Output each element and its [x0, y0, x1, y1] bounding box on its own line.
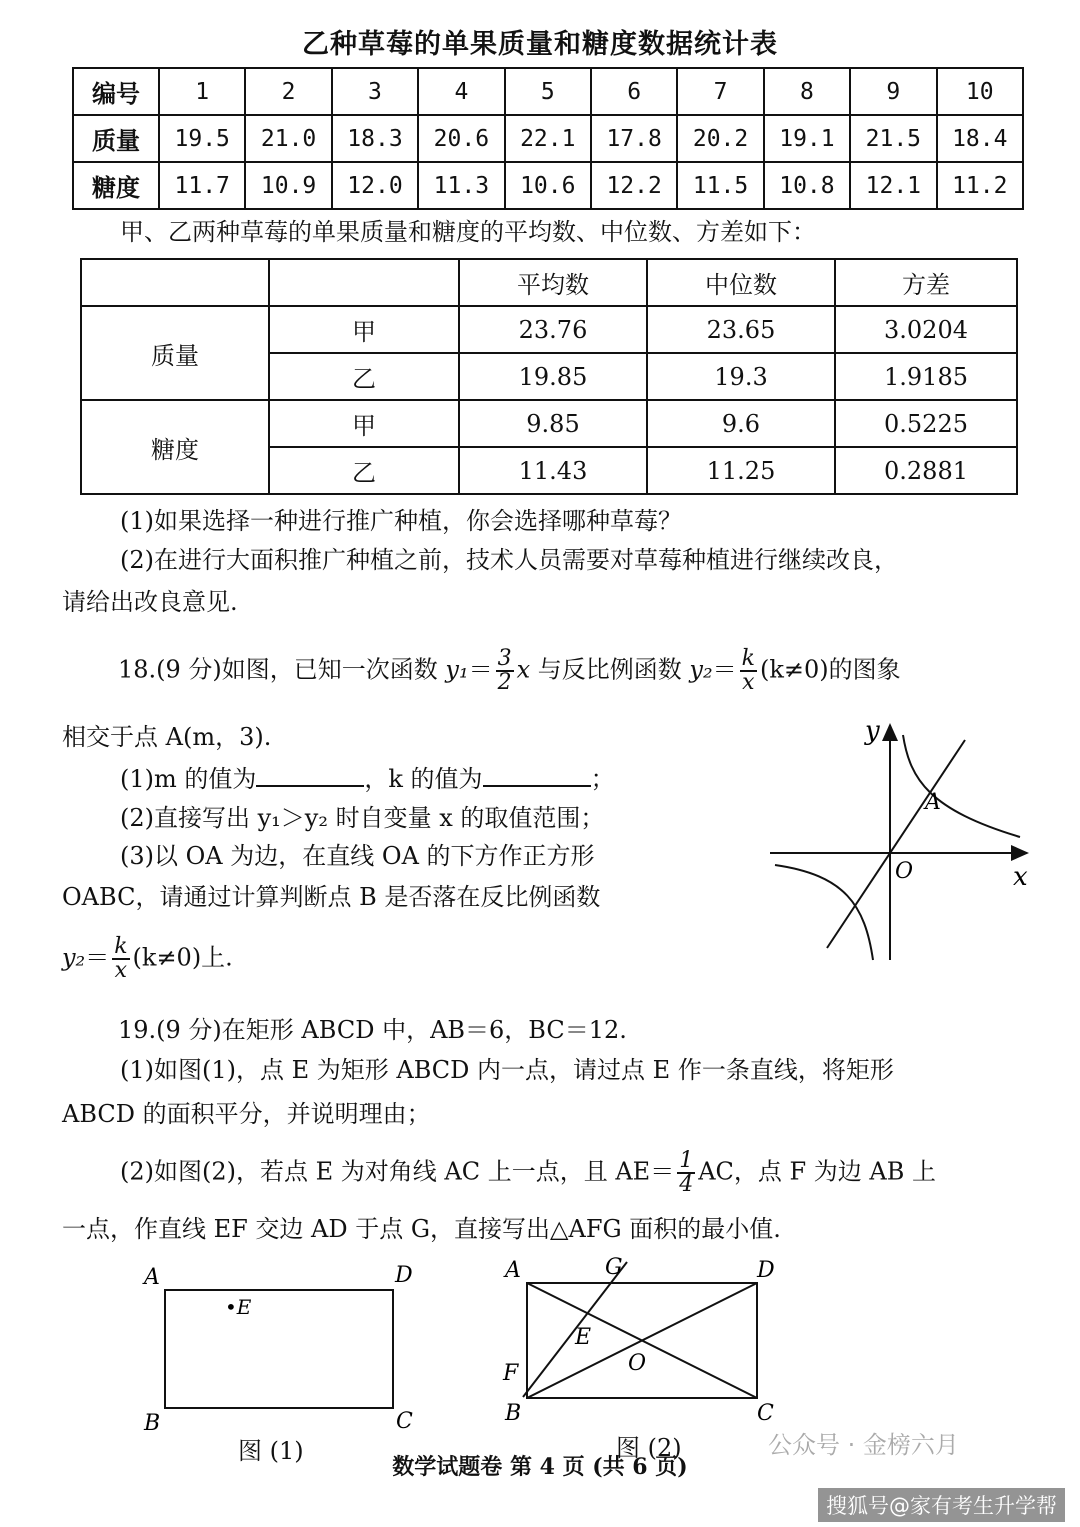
table-cell: 19.1 [764, 115, 850, 162]
table-cell: 21.0 [245, 115, 331, 162]
row-label-sugar: 糖度 [73, 162, 159, 209]
table-cell: 11.25 [647, 447, 835, 494]
table-cell: 3.0204 [835, 306, 1017, 353]
q18-part3-line2: OABC，请通过计算判断点 B 是否落在反比例函数 [62, 883, 601, 911]
q19-part2-line2: 一点，作直线 EF 交边 AD 于点 G，直接写出△AFG 面积的最小值. [62, 1215, 781, 1243]
table2-intro: 甲、乙两种草莓的单果质量和糖度的平均数、中位数、方差如下： [120, 218, 816, 246]
variety-yi: 乙 [269, 447, 459, 494]
table-cell: 20.2 [677, 115, 763, 162]
table-cell: 9.6 [647, 400, 835, 447]
table-cell: 12.1 [850, 162, 936, 209]
table-cell: 11.2 [937, 162, 1023, 209]
table1-title: 乙种草莓的单果质量和糖度数据统计表 [302, 29, 778, 60]
vertex-c-label: C [396, 1409, 413, 1434]
row-label-mass: 质量 [73, 115, 159, 162]
variety-jia: 甲 [269, 306, 459, 353]
table-row [81, 259, 1017, 306]
q19-part2-line1 [120, 1150, 936, 1196]
q19-figure1 [130, 1260, 430, 1435]
y1-symbol: y₁ [445, 655, 469, 684]
vertex-a-label: A [144, 1265, 160, 1290]
table-cell: 0.2881 [835, 447, 1017, 494]
q18-part3-post: (k≠0)上. [132, 943, 233, 972]
table-cell: 22.1 [505, 115, 591, 162]
q18-part1-b: ，k 的值为 [364, 765, 483, 793]
table-cell: 0.5225 [835, 400, 1017, 447]
point-g-label: G [605, 1255, 623, 1280]
fraction-numerator: k [741, 646, 755, 671]
table-cell: 18.3 [332, 115, 418, 162]
sohu-watermark: 搜狐号@家有考生升学帮 [818, 1488, 1065, 1522]
group-label-mass: 质量 [81, 306, 269, 400]
table-cell: 7 [677, 68, 763, 115]
q19-part2-pre: (2)如图(2)，若点 E 为对角线 AC 上一点，且 AE＝ [120, 1157, 675, 1186]
wechat-watermark: 公众号 · 金榜六月 [768, 1431, 959, 1459]
q18-stem-line1 [118, 648, 901, 694]
answer-blank-m [256, 763, 364, 787]
point-a-label: A [925, 790, 941, 815]
fraction-1-4 [677, 1150, 695, 1196]
table-cell: 10 [937, 68, 1023, 115]
stats-summary-table [80, 258, 1018, 495]
q18-function-graph [765, 715, 1040, 965]
q18-stem-post: (k≠0)的图象 [759, 655, 901, 684]
fraction-numerator: k [114, 934, 128, 959]
q19-part1-line2: ABCD 的面积平分，并说明理由； [62, 1100, 431, 1128]
q18-part3-line3 [62, 936, 233, 982]
table-row [73, 115, 1023, 162]
q19-part2-post: AC，点 F 为边 AB 上 [698, 1157, 937, 1186]
vertex-d-label: D [757, 1258, 775, 1283]
table-cell: 18.4 [937, 115, 1023, 162]
linear-function-line [827, 740, 965, 948]
origin-label: O [895, 859, 914, 884]
fraction-k-x [112, 936, 129, 982]
x-symbol: x [516, 655, 531, 684]
fraction-k-x [740, 648, 757, 694]
table-cell: 6 [591, 68, 677, 115]
table-cell: 1.9185 [835, 353, 1017, 400]
table-row [81, 306, 1017, 353]
table-cell: 3 [332, 68, 418, 115]
point-f-label: F [503, 1361, 519, 1386]
table-cell: 8 [764, 68, 850, 115]
q18-part1-a: (1)m 的值为 [120, 765, 257, 793]
group-label-sugar: 糖度 [81, 400, 269, 494]
point-e-label: E [575, 1325, 592, 1350]
table-cell [269, 259, 459, 306]
table-cell: 11.3 [418, 162, 504, 209]
table-cell: 10.6 [505, 162, 591, 209]
table-cell: 1 [159, 68, 245, 115]
table-row [73, 162, 1023, 209]
equals: ＝ [85, 943, 110, 972]
hyperbola-branch-lower [775, 865, 873, 960]
q18-stem-mid: 与反比例函数 [530, 655, 690, 684]
equals: ＝ [468, 655, 493, 684]
q17-part1: (1)如果选择一种进行推广种植，你会选择哪种草莓？ [120, 507, 682, 535]
table-cell: 9 [850, 68, 936, 115]
q17-part2-line2: 请给出改良意见. [62, 588, 238, 616]
fraction-numerator: 1 [679, 1148, 694, 1173]
table-cell: 19.85 [459, 353, 647, 400]
variety-jia: 甲 [269, 400, 459, 447]
variety-yi: 乙 [269, 353, 459, 400]
vertex-b-label: B [505, 1401, 522, 1426]
equals: ＝ [712, 655, 737, 684]
q19-stem: 19.(9 分)在矩形 ABCD 中，AB＝6，BC＝12. [118, 1016, 627, 1044]
fraction-denominator: x [742, 670, 755, 695]
vertex-a-label: A [505, 1258, 521, 1283]
q17-part2-line1: (2)在进行大面积推广种植之前，技术人员需要对草莓种植进行继续改良， [120, 546, 898, 574]
fraction-numerator: 3 [497, 646, 512, 671]
table-cell: 17.8 [591, 115, 677, 162]
table-cell: 9.85 [459, 400, 647, 447]
table-cell: 12.2 [591, 162, 677, 209]
table-cell: 21.5 [850, 115, 936, 162]
y2-symbol: y₂ [689, 655, 713, 684]
table-row [81, 400, 1017, 447]
q18-part3-line1: (3)以 OA 为边，在直线 OA 的下方作正方形 [120, 842, 595, 870]
table-cell: 19.5 [159, 115, 245, 162]
answer-blank-k [483, 763, 591, 787]
x-axis-label: x [1013, 862, 1028, 892]
table-cell: 5 [505, 68, 591, 115]
table-cell: 11.7 [159, 162, 245, 209]
page-footer: 数学试题卷 第 4 页 (共 6 页) [392, 1454, 688, 1480]
rectangle-abcd [165, 1290, 393, 1408]
table-cell: 23.65 [647, 306, 835, 353]
header-median: 中位数 [647, 259, 835, 306]
table-row [73, 68, 1023, 115]
q19-figure2 [495, 1250, 795, 1430]
table-cell: 19.3 [647, 353, 835, 400]
q18-part1 [120, 763, 615, 794]
table-cell: 11.5 [677, 162, 763, 209]
table-cell: 11.43 [459, 447, 647, 494]
fraction-3-2 [496, 648, 514, 694]
vertex-d-label: D [395, 1263, 413, 1288]
header-variance: 方差 [835, 259, 1017, 306]
q19-part1-line1: (1)如图(1)，点 E 为矩形 ABCD 内一点，请过点 E 作一条直线，将矩形 [120, 1056, 894, 1084]
hyperbola-branch-upper [903, 735, 1020, 837]
point-e-label: •E [225, 1295, 252, 1319]
point-o-label: O [628, 1351, 647, 1376]
q18-stem-pre: 18.(9 分)如图，已知一次函数 [118, 655, 446, 684]
table-cell: 20.6 [418, 115, 504, 162]
row-label-id: 编号 [73, 68, 159, 115]
fraction-denominator: x [114, 958, 128, 983]
q18-stem-line2: 相交于点 A(m，3). [62, 723, 272, 751]
y-axis-label: y [865, 716, 880, 746]
y2-symbol: y₂ [62, 943, 86, 972]
figure2-caption: 图 (2) [616, 1434, 682, 1462]
table-cell: 2 [245, 68, 331, 115]
table-cell: 10.9 [245, 162, 331, 209]
strawberry-b-data-table [72, 67, 1024, 210]
table-cell: 10.8 [764, 162, 850, 209]
vertex-b-label: B [144, 1411, 161, 1435]
fraction-denominator: 2 [497, 670, 512, 695]
table-cell: 4 [418, 68, 504, 115]
table-cell: 23.76 [459, 306, 647, 353]
figure1-caption: 图 (1) [238, 1437, 304, 1465]
table-cell [81, 259, 269, 306]
vertex-c-label: C [757, 1401, 774, 1426]
q18-part1-c: ； [590, 765, 615, 793]
q18-part2: (2)直接写出 y₁＞y₂ 时自变量 x 的取值范围； [120, 804, 605, 832]
header-mean: 平均数 [459, 259, 647, 306]
table-cell: 12.0 [332, 162, 418, 209]
fraction-denominator: 4 [679, 1172, 694, 1197]
